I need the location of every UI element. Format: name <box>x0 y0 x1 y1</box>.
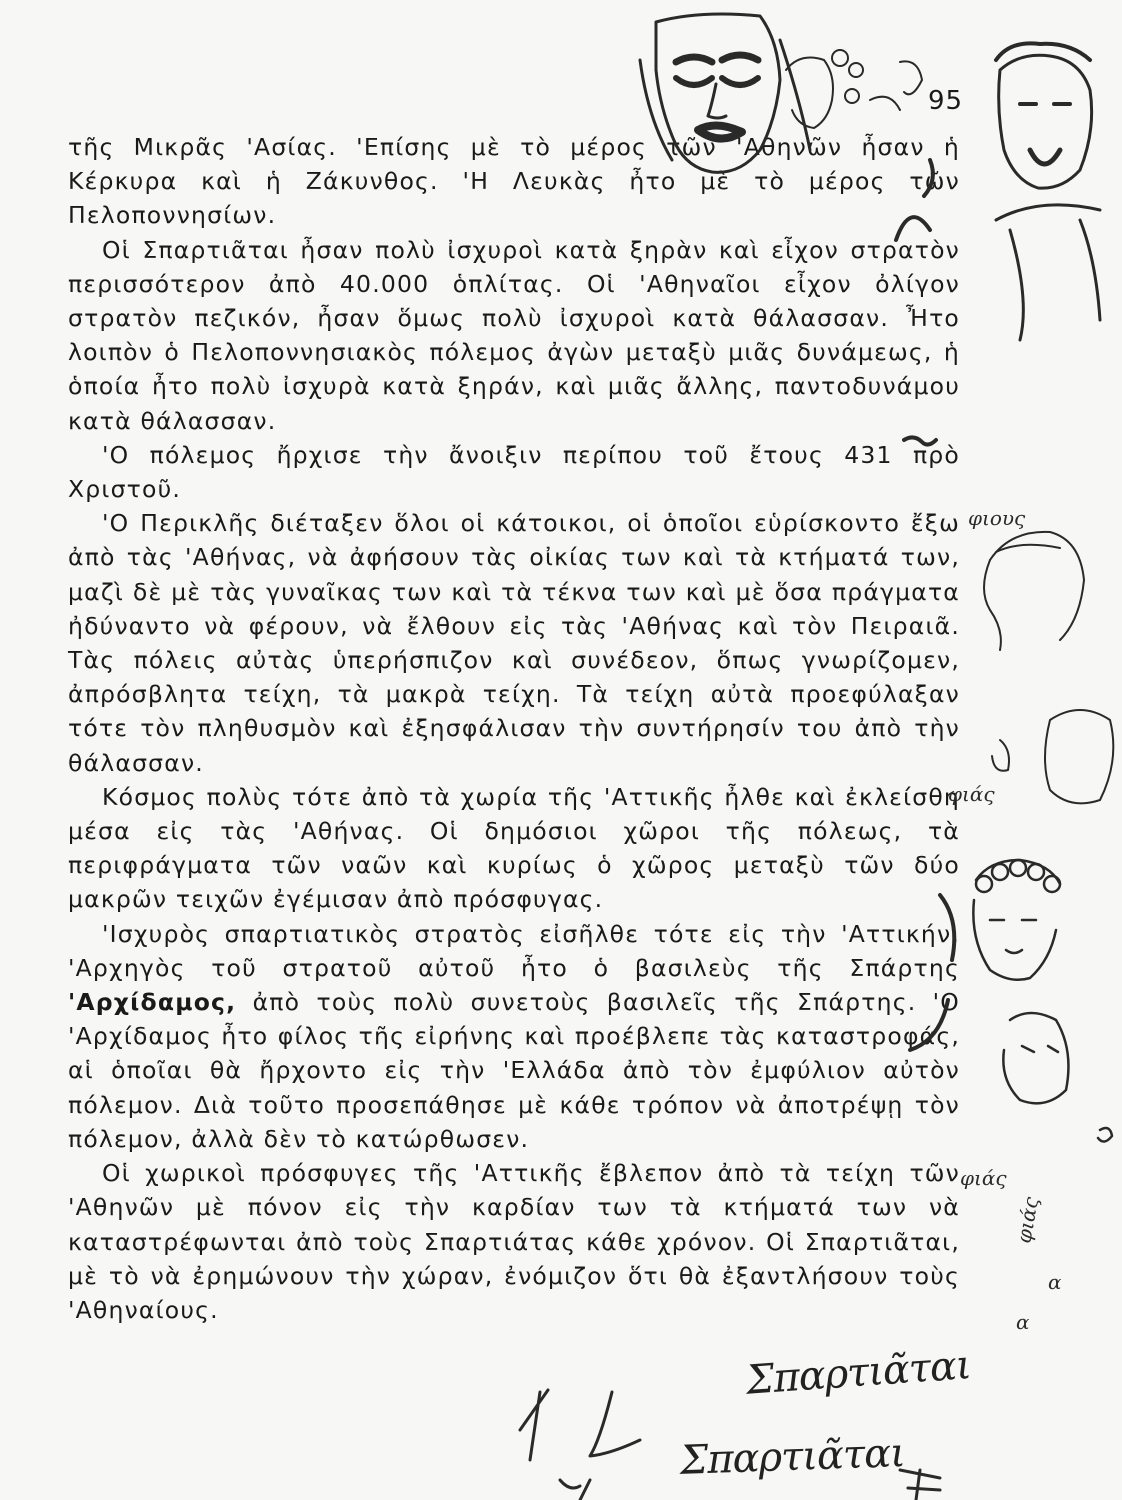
face-sketch-lower-icon <box>1003 1013 1112 1142</box>
margin-note-5: α <box>1048 1270 1062 1294</box>
page-number: 95 <box>928 86 964 116</box>
margin-note-6: α <box>1016 1310 1030 1334</box>
paragraph-6-start: 'Ισχυρὸς σπαρτιατικὸς στρατὸς εἰσῆλθε τότε εἰς τὴν 'Αττικήν. 'Αρχηγὸς τοῦ στρατοῦ αὐτοῦ ἦτο ὁ βασιλεὺς τῆς Σπάρτης <box>68 919 960 982</box>
body-text <box>68 130 960 1327</box>
archidamos-bold: 'Αρχίδαμος, <box>68 988 237 1017</box>
paragraph-6 <box>68 917 960 1156</box>
paragraph-2: Οἱ Σπαρτιᾶται ἦσαν πολὺ ἰσχυροὶ κατὰ ξηρὰν καὶ εἶχον στρατὸν περισσότερον ἀπὸ 40.000 ὁπλίτας. Οἱ 'Αθηναῖοι εἶχον ὀλίγον στρατὸν πεζικόν, ἦσαν ὅμως πολὺ ἰσχυροὶ κατὰ θάλασσαν. Ἦτο λοιπὸν ὁ Πελοποννησιακὸς πόλεμος ἀγὼν μεταξὺ μιᾶς δυνάμεως, ἡ ὁποία ἦτο πολὺ ἰσχυρὰ κατὰ ξηράν, καὶ μιᾶς ἄλλης, παντοδυνάμου κατὰ θάλασσαν. <box>68 235 960 435</box>
margin-note-3: φιάς <box>960 1166 1007 1190</box>
margin-note-2: φιάς <box>948 782 995 806</box>
paragraph-6-rest: ἀπὸ τοὺς πολὺ συνετοὺς βασιλεῖς τῆς Σπάρτης. 'Ο 'Αρχίδαμος ἦτο φίλος τῆς εἰρήνης καὶ προέβλεπε τὰς καταστροφάς, αἱ ὁποῖαι θὰ ἤρχοντο εἰς τὴν 'Ελλάδα ἀπὸ τὸν ἐμφύλιον αὐτὸν πόλεμον. Διὰ τοῦτο προσεπάθησε μὲ κάθε τρόπον νὰ ἀποτρέψῃ τὸν πόλεμον, ἀλλὰ δὲν τὸ κατώρθωσεν. <box>68 988 961 1153</box>
bearded-man-sketch-icon <box>996 43 1100 340</box>
paragraph-3: 'Ο πόλεμος ἤρχισε τὴν ἄνοιξιν περίπου τοῦ ἔτους 431 πρὸ Χριστοῦ. <box>68 440 960 504</box>
paragraph-1: τῆς Μικρᾶς 'Ασίας. 'Επίσης μὲ τὸ μέρος τῶν 'Αθηνῶν ἦσαν ἡ Κέρκυρα καὶ ἡ Ζάκυνθος. 'Η Λευκὰς ἦτο μὲ τὸ μέρος τῶν Πελοποννησίων. <box>68 133 960 230</box>
curly-hair-woman-sketch-icon <box>973 860 1060 980</box>
paragraph-5: Κόσμος πολὺς τότε ἀπὸ τὰ χωρία τῆς 'Αττικῆς ἦλθε καὶ ἐκλείσθη μέσα εἰς τὰς 'Αθήνας. Οἱ δημόσιοι χῶροι τῆς πόλεως, τὰ περιφράγματα τῶν ναῶν καὶ κυρίως ὁ χῶρος μεταξὺ τῶν δύο μακρῶν τειχῶν ἐγέμισαν ἀπὸ πρόσφυγας. <box>68 782 960 914</box>
small-face-sketch-icon <box>786 50 922 128</box>
margin-note-1: φιους <box>968 506 1026 530</box>
hair-sketch-icon <box>992 710 1113 803</box>
paragraph-4: 'Ο Περικλῆς διέταξεν ὅλοι οἱ κάτοικοι, οἱ ὁποῖοι εὑρίσκοντο ἔξω ἀπὸ τὰς 'Αθήνας, νὰ ἀφήσουν τὰς οἰκίας των καὶ τὰ κτήματά των, μαζὶ δὲ μὲ τὰς γυναῖκας των καὶ τὰ τέκνα των καὶ μὲ ὅσα πράγματα ἠδύναντο νὰ φέρουν, νὰ ἔλθουν εἰς τὰς 'Αθήνας καὶ τὸν Πειραιᾶ. Τὰς πόλεις αὐτὰς ὑπερήσπιζον καὶ συνέδεον, ὅπως γνωρίζομεν, ἀπρόσβλητα τείχη, τὰ μακρὰ τείχη. Τὰ τείχη αὐτὰ προεφύλαξαν τότε τὸν πληθυσμὸν καὶ ἐξησφάλισαν τὴν συντήρησίν του ἀπὸ τὴν θάλασσαν. <box>68 509 960 777</box>
signature-2: Σπαρτιᾶται <box>679 1430 906 1484</box>
margin-note-4: φιάς <box>1011 1194 1044 1246</box>
woman-profile-sketch-icon <box>984 532 1084 650</box>
paragraph-7: Οἱ χωρικοὶ πρόσφυγες τῆς 'Αττικῆς ἔβλεπον ἀπὸ τὰ τείχη τῶν 'Αθηνῶν μὲ πόνον εἰς τὴν καρδίαν των τὰ κτήματά των νὰ καταστρέφωνται ἀπὸ τοὺς Σπαρτιάτας κάθε χρόνον. Οἱ Σπαρτιᾶται, μὲ τὸ νὰ ἐρημώνουν τὴν χώραν, ἐνόμιζον ὅτι θὰ ἐξαντλήσουν τοὺς 'Αθηναίους. <box>68 1159 960 1324</box>
signature-1: Σπαρτιᾶται <box>744 1342 973 1404</box>
